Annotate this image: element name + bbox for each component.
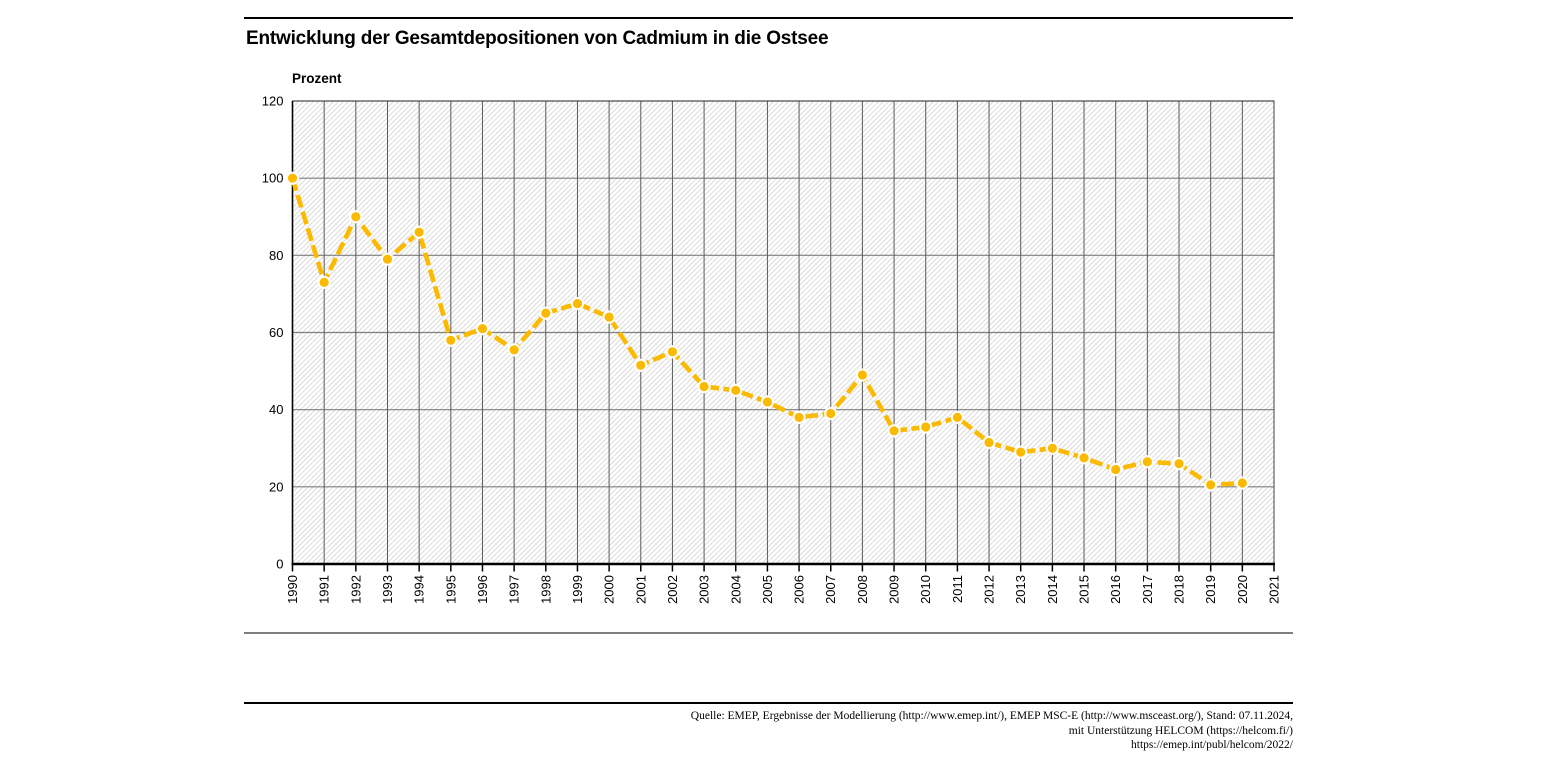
data-point [540,308,551,319]
x-tick-label: 2004 [728,575,744,604]
footer-divider-gray [244,632,1293,634]
source-line-2: mit Unterstützung HELCOM (https://helcom.fi/) [1068,724,1293,737]
data-point [350,211,361,222]
y-tick-label: 120 [261,93,284,109]
y-tick-label: 20 [269,479,284,495]
x-tick-label: 2001 [633,575,649,604]
x-tick-label: 1992 [348,575,364,604]
data-point [667,346,678,357]
x-tick-label: 1998 [538,575,554,604]
data-point [983,437,994,448]
y-tick-label: 60 [269,325,284,340]
x-tick-label: 2014 [1044,575,1060,604]
data-point [920,421,931,432]
x-tick-label: 2003 [696,575,712,604]
x-tick-label: 1993 [379,575,395,604]
data-point [1015,447,1026,458]
source-note [244,709,1293,753]
x-tick-label: 2020 [1234,575,1250,604]
x-tick-label: 2009 [886,575,902,604]
x-tick-label: 2005 [759,575,775,604]
x-tick-label: 2016 [1108,575,1124,604]
x-tick-label: 2002 [664,575,680,604]
x-tick-label: 2011 [949,575,965,603]
data-point [698,381,709,392]
data-point [825,408,836,419]
x-tick-label: 1996 [474,575,490,604]
x-tick-label: 1997 [506,575,522,604]
source-line-3: https://emep.int/publ/helcom/2022/ [1131,739,1293,752]
data-point [287,173,298,184]
data-point [414,227,425,238]
data-point [793,412,804,423]
x-tick-label: 2013 [1013,575,1029,604]
y-tick-label: 100 [261,170,284,186]
x-tick-label: 2008 [854,575,870,604]
data-point [888,425,899,436]
data-point [730,385,741,396]
data-point [635,360,646,371]
data-point [477,323,488,334]
x-tick-label: 2015 [1076,575,1092,604]
data-point [1142,456,1153,467]
data-point [1173,458,1184,469]
source-divider [244,702,1293,704]
source-line-1: Quelle: EMEP, Ergebnisse der Modellierung (http://www.emep.int/), EMEP MSC-E (http://www.msceast.org/), Stand: 07.11.2024, [690,710,1293,722]
data-point [1237,477,1248,488]
data-point [1110,464,1121,475]
data-point [1078,452,1089,463]
x-tick-label: 1995 [443,575,459,604]
x-tick-label: 1991 [316,575,332,604]
x-tick-label: 2007 [823,575,839,604]
x-tick-label: 2019 [1203,575,1219,604]
x-tick-label: 1990 [285,575,300,604]
data-point [1205,479,1216,490]
x-tick-label: 2000 [601,575,617,604]
data-point [952,412,963,423]
x-tick-label: 2017 [1139,575,1155,604]
data-point [445,335,456,346]
x-tick-label: 1994 [411,575,427,604]
y-tick-label: 80 [269,247,284,263]
data-point [382,254,393,265]
data-point [762,396,773,407]
data-point [572,298,583,309]
data-point [604,311,615,322]
y-tick-label: 40 [269,402,284,418]
y-axis-title: Prozent [292,71,342,86]
x-tick-label: 2021 [1266,575,1282,604]
x-tick-label: 2010 [918,575,934,604]
y-tick-label: 0 [276,556,284,572]
chart-title: Entwicklung der Gesamtdepositionen von Cadmium in die Ostsee [246,28,829,49]
x-tick-label: 2006 [791,575,807,604]
x-tick-label: 2012 [981,575,997,604]
data-point [857,369,868,380]
data-point [319,277,330,288]
x-tick-label: 2018 [1171,575,1187,604]
data-point [1047,443,1058,454]
x-tick-label: 1999 [569,575,585,604]
data-point [509,344,520,355]
